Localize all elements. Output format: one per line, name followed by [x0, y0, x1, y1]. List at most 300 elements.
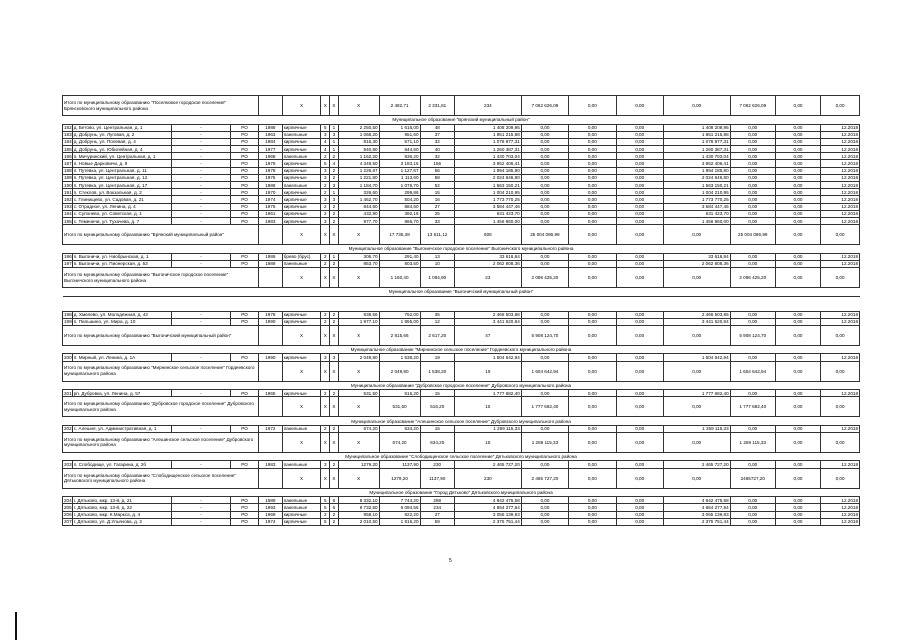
subtotal-cell: 1279,20 — [379, 468, 420, 488]
table-cell: 5 — [321, 504, 330, 511]
table-cell: РО — [231, 504, 259, 511]
table-cell: 3 — [321, 217, 330, 224]
table-cell: 299,86 — [379, 189, 420, 196]
table-cell: 0,00 — [775, 174, 820, 181]
table-cell: 195 — [64, 218, 72, 224]
table-cell: 1988 — [259, 182, 283, 189]
table-cell: 1 851 215,88 — [454, 131, 521, 138]
subtotal-cell: X — [321, 268, 330, 288]
table-cell: 1986 — [259, 253, 283, 260]
section-title: Муниципальное образование "Выгоничский муниципальный район" — [63, 288, 860, 297]
table-cell: 1 — [330, 189, 339, 196]
table-cell: РО — [231, 153, 259, 160]
table-cell: 1972 — [259, 425, 283, 432]
table-cell: 0,00 — [521, 138, 568, 145]
table-cell: 2 375 751,44 — [663, 518, 730, 525]
subtotal-cell: 2 465 727,20 — [521, 468, 568, 488]
table-cell — [259, 432, 283, 452]
subtotal-cell: 234 — [454, 96, 521, 116]
table-cell: 2 — [330, 174, 339, 181]
table-cell: - — [171, 153, 230, 160]
table-cell: 2 — [321, 182, 330, 189]
table-cell: с. Отрадное, ул. Ленина, д. 4 — [72, 203, 171, 210]
table-cell: 13 — [420, 253, 454, 260]
table-cell: 1989 — [259, 260, 283, 267]
table-cell: д. Добрунь, ул. Полевая, д. 4 — [72, 138, 171, 145]
section-header-row — [63, 452, 860, 461]
subtotal-cell: 2 049,80 — [379, 361, 420, 381]
table-cell — [259, 96, 283, 116]
table-cell: 0,00 — [775, 253, 820, 260]
subtotal-label: Итого по муниципальному образованию "Выгоничское городское поселение" Выгоничского муниципального района — [63, 268, 259, 288]
table-cell: 0,00 — [616, 146, 663, 153]
page-number: 5 — [449, 558, 452, 564]
table-cell: 12.2018 — [821, 354, 860, 361]
table-cell: 12.2018 — [821, 311, 860, 318]
subtotal-cell: X — [338, 96, 379, 116]
subtotal-cell: 0,00 — [821, 468, 860, 488]
table-cell: 1 226,67 — [338, 167, 379, 174]
table-cell: 3 — [321, 131, 330, 138]
table-cell: кирпичные — [282, 138, 321, 145]
table-cell: кирпичные — [282, 160, 321, 167]
table-cell: 674,20 — [338, 425, 379, 432]
table-cell: 2 — [321, 153, 330, 160]
table-cell: 0,00 — [775, 160, 820, 167]
subtotal-cell: X — [330, 397, 339, 417]
table-cell: 1 269 115,33 — [454, 425, 521, 432]
table-cell: 958,10 — [338, 511, 379, 518]
table-cell: 0,00 — [569, 461, 616, 468]
table-cell: РО — [231, 189, 259, 196]
table-row — [63, 311, 860, 318]
table-cell: 866,70 — [379, 217, 420, 224]
table-cell: - — [171, 124, 230, 131]
table-cell: 1969 — [259, 511, 283, 518]
table-cell: 0,00 — [775, 497, 820, 504]
table-cell: 2 — [330, 260, 339, 267]
subtotal-row — [63, 468, 860, 488]
table-cell: - — [171, 390, 230, 397]
table-cell: 432,90 — [338, 210, 379, 217]
table-cell: 12.2018 — [821, 260, 860, 267]
table-cell: РО — [231, 511, 259, 518]
table-cell: - — [171, 425, 230, 432]
subtotal-cell: X — [282, 325, 321, 345]
table-cell: п. Слободище, ул. Гагарина, д. 2б — [72, 461, 171, 468]
table-cell: 2 — [330, 217, 339, 224]
table-cell: 12.2018 — [821, 203, 860, 210]
table-cell: 0,00 — [616, 511, 663, 518]
table-cell: 1 955,00 — [379, 318, 420, 325]
table-cell: 12.2018 — [821, 196, 860, 203]
table-cell: 0,00 — [521, 153, 568, 160]
section-title: Муниципальное образование "Город Дятьково" Дятьковского муниципального района — [63, 488, 860, 497]
table-cell: 0,00 — [521, 124, 568, 131]
subtotal-cell: 0,00 — [569, 325, 616, 345]
table-cell: 0,00 — [730, 174, 775, 181]
table-cell: 197 — [64, 261, 72, 267]
table-cell: 1 538,20 — [379, 354, 420, 361]
table-cell: - — [171, 354, 230, 361]
table-cell: кирпичные — [282, 311, 321, 318]
table-cell: кирпичные — [282, 518, 321, 525]
table-cell: 0,00 — [569, 124, 616, 131]
table-cell: 3 — [330, 196, 339, 203]
table-cell: 0,00 — [521, 518, 568, 525]
table-cell: 2 466 503,86 — [663, 311, 730, 318]
table-cell: 19 — [420, 354, 454, 361]
table-cell: 12.2018 — [821, 138, 860, 145]
table-cell: 33 616,84 — [454, 253, 521, 260]
table-cell: 1 184,70 — [338, 182, 379, 189]
table-cell: 1 773 770,25 — [663, 196, 730, 203]
table-cell: - — [171, 210, 230, 217]
subtotal-cell: 0,00 — [663, 325, 730, 345]
table-cell: 0,00 — [616, 203, 663, 210]
table-cell: 2 024 646,80 — [454, 174, 521, 181]
table-cell: 202 — [64, 426, 72, 432]
table-cell: 291,40 — [379, 253, 420, 260]
subtotal-cell: X — [282, 397, 321, 417]
subtotal-cell: X — [330, 325, 339, 345]
table-cell — [259, 468, 283, 488]
table-cell: 571,10 — [379, 138, 420, 145]
table-cell: 940,80 — [338, 146, 379, 153]
table-cell: 0,00 — [616, 260, 663, 267]
table-cell: 1 076,70 — [379, 182, 420, 189]
table-cell: 190 — [64, 182, 72, 188]
table-cell: 0,00 — [775, 167, 820, 174]
table-cell: 0,00 — [521, 203, 568, 210]
table-cell: 2 — [330, 318, 339, 325]
table-cell: РО — [231, 182, 259, 189]
table-cell: 0,00 — [569, 217, 616, 224]
table-cell: 37 — [420, 131, 454, 138]
table-cell: - — [171, 174, 230, 181]
subtotal-cell: X — [338, 468, 379, 488]
table-cell: 189 — [64, 175, 72, 181]
table-cell: 1989 — [259, 497, 283, 504]
table-cell: 5 — [321, 160, 330, 167]
table-cell: 0,00 — [775, 511, 820, 518]
table-cell — [259, 361, 283, 381]
table-cell: 0,00 — [616, 461, 663, 468]
table-cell: 977,70 — [338, 217, 379, 224]
table-cell: 1974 — [259, 518, 283, 525]
table-cell: 0,00 — [616, 504, 663, 511]
table-cell: РО — [231, 497, 259, 504]
table-cell: 2 466 503,86 — [454, 311, 521, 318]
table-cell: 2 — [330, 425, 339, 432]
table-cell: 3 852 406,41 — [663, 160, 730, 167]
subtotal-cell: 25 004 086,99 — [730, 225, 775, 245]
table-cell: кирпичные — [282, 318, 321, 325]
table-cell: 59 — [420, 518, 454, 525]
subtotal-cell: X — [282, 96, 321, 116]
table-row — [63, 146, 860, 153]
table-cell: 1990 — [259, 354, 283, 361]
table-cell: РО — [231, 518, 259, 525]
table-cell: 0,00 — [730, 461, 775, 468]
table-cell: 0,00 — [775, 146, 820, 153]
table-cell: 0,00 — [730, 203, 775, 210]
subtotal-cell: 0,00 — [616, 397, 663, 417]
table-cell: 12.2018 — [821, 390, 860, 397]
table-cell: 1 851 215,88 — [663, 131, 730, 138]
table-cell: 0,00 — [521, 253, 568, 260]
table-cell: 198 — [64, 312, 72, 318]
table-cell: 12.2018 — [821, 518, 860, 525]
subtotal-row — [63, 325, 860, 345]
table-cell: 1963 — [259, 131, 283, 138]
table-cell: - — [171, 189, 230, 196]
table-cell: 2 — [330, 153, 339, 160]
subtotal-cell: 0,00 — [663, 432, 730, 452]
table-cell: 288 — [420, 497, 454, 504]
table-cell: 3 852 406,41 — [454, 160, 521, 167]
table-cell: 0,00 — [521, 354, 568, 361]
table-cell: 0,00 — [569, 153, 616, 160]
table-cell: 0,00 — [616, 518, 663, 525]
table-cell: 3 055 139,83 — [663, 511, 730, 518]
table-cell: 0,00 — [730, 138, 775, 145]
section-title: Муниципальное образование "Мирнинское сельское поселение" Гордеевского муниципального района — [63, 345, 860, 354]
table-cell: 12.2018 — [821, 124, 860, 131]
table-cell: 1 994 185,80 — [454, 167, 521, 174]
table-cell: 0,00 — [616, 153, 663, 160]
spacer-cell — [63, 296, 860, 311]
table-cell: 0,00 — [569, 189, 616, 196]
table-cell: 0,00 — [616, 196, 663, 203]
table-cell: 1 — [330, 146, 339, 153]
table-cell: 3 — [321, 461, 330, 468]
subtotal-cell: X — [282, 225, 321, 245]
table-cell: 0,00 — [616, 210, 663, 217]
table-cell: - — [171, 182, 230, 189]
table-cell: 0,00 — [569, 196, 616, 203]
table-cell: 1 604 642,94 — [663, 354, 730, 361]
table-cell: 2 250,50 — [338, 124, 379, 131]
table-cell: кирпичные — [282, 196, 321, 203]
table-cell: 0,00 — [616, 174, 663, 181]
table-cell: 0,00 — [521, 160, 568, 167]
table-row — [63, 167, 860, 174]
table-row — [63, 354, 860, 361]
table-cell: 6 — [330, 497, 339, 504]
table-cell: - — [171, 167, 230, 174]
subtotal-cell: X — [330, 468, 339, 488]
subtotal-cell: X — [338, 432, 379, 452]
table-cell: 2 — [321, 203, 330, 210]
table-cell: 0,00 — [569, 511, 616, 518]
subtotal-cell: 0,00 — [616, 468, 663, 488]
table-cell: 0,00 — [569, 311, 616, 318]
table-cell: кирпичные — [282, 203, 321, 210]
table-cell: 12.2018 — [821, 167, 860, 174]
subtotal-cell: 0,00 — [616, 225, 663, 245]
table-cell: кирпичные — [282, 189, 321, 196]
subtotal-cell: 2 815,66 — [379, 325, 420, 345]
table-cell: 0,00 — [616, 497, 663, 504]
subtotal-cell: 230 — [454, 468, 521, 488]
table-cell: 504,20 — [379, 196, 420, 203]
table-cell: кирпичные — [282, 210, 321, 217]
table-cell: 12.2018 — [821, 182, 860, 189]
table-cell: 186 — [64, 153, 72, 159]
table-cell: 183 — [64, 132, 72, 138]
table-cell: 2 — [321, 210, 330, 217]
table-cell: 0,00 — [730, 189, 775, 196]
table-cell: 0,00 — [775, 182, 820, 189]
table-cell: с. Алешня, ул. Административная, д. 1 — [72, 425, 171, 432]
subtotal-cell: X — [330, 96, 339, 116]
subtotal-cell: X — [282, 432, 321, 452]
table-cell: 40 — [420, 146, 454, 153]
table-cell: 12.2018 — [821, 146, 860, 153]
table-cell: РО — [231, 425, 259, 432]
table-cell: 0,00 — [616, 390, 663, 397]
table-cell: 0,00 — [730, 311, 775, 318]
subtotal-cell: 1137,90 — [420, 468, 454, 488]
table-cell: 230 — [420, 461, 454, 468]
table-cell: 0,00 — [616, 167, 663, 174]
table-cell: кирпичные — [282, 217, 321, 224]
subtotal-cell: 7 062 626,09 — [730, 96, 775, 116]
table-cell: - — [171, 461, 230, 468]
subtotal-cell: 2 482,71 — [379, 96, 420, 116]
table-row — [63, 461, 860, 468]
table-cell: 12.2018 — [821, 461, 860, 468]
table-cell: 844,60 — [338, 203, 379, 210]
table-cell: РО — [231, 461, 259, 468]
table-cell: 25 — [420, 210, 454, 217]
table-row — [63, 511, 860, 518]
table-cell: 684,60 — [379, 203, 420, 210]
table-cell: 0,00 — [521, 318, 568, 325]
table-cell: 196 — [64, 254, 72, 260]
table-cell: 6 — [330, 504, 339, 511]
table-cell — [259, 268, 283, 288]
table-cell: - — [171, 518, 230, 525]
table-cell: 1988 — [259, 124, 283, 131]
table-cell: 951,60 — [379, 131, 420, 138]
subtotal-cell: 0,00 — [775, 468, 820, 488]
table-cell: кирпичные — [282, 354, 321, 361]
table-cell: - — [171, 217, 230, 224]
table-cell: 12.2018 — [821, 210, 860, 217]
subtotal-cell: 634,20 — [420, 432, 454, 452]
table-cell: 2 062 808,36 — [663, 260, 730, 267]
table-cell: 2 — [321, 253, 330, 260]
table-cell: 0,00 — [775, 260, 820, 267]
subtotal-cell: 2 617,20 — [420, 325, 454, 345]
table-cell: 0,00 — [521, 196, 568, 203]
table-cell: 853,70 — [338, 260, 379, 267]
table-cell: 2 — [330, 511, 339, 518]
table-cell: 15 — [420, 189, 454, 196]
table-cell: 0,00 — [569, 167, 616, 174]
subtotal-cell: 2 331,81 — [420, 96, 454, 116]
subtotal-label: Итого по муниципальному образованию "Мирнинское сельское поселение" Гордеевского муниципального района — [63, 361, 259, 381]
subtotal-cell: X — [330, 361, 339, 381]
subtotal-row — [63, 96, 860, 116]
table-cell: РО — [231, 131, 259, 138]
table-cell: 0,00 — [775, 318, 820, 325]
table-row — [63, 124, 860, 131]
table-cell: - — [171, 260, 230, 267]
subtotal-cell: X — [321, 225, 330, 245]
table-row — [63, 390, 860, 397]
subtotal-cell: 2 096 425,20 — [521, 268, 568, 288]
table-cell: 182 — [64, 125, 72, 131]
table-row — [63, 504, 860, 511]
table-cell: 27 — [420, 511, 454, 518]
table-cell: п. Пильшино, ул. Мира, д. 10 — [72, 318, 171, 325]
table-cell: 1 616,00 — [379, 124, 420, 131]
table-cell: панельные — [282, 260, 321, 267]
table-cell: 4 — [330, 160, 339, 167]
table-cell: 12.2018 — [821, 511, 860, 518]
table-cell: 4 864 277,84 — [454, 504, 521, 511]
table-cell: 3 441 620,84 — [454, 318, 521, 325]
table-cell: 1 408 209,95 — [454, 124, 521, 131]
subtotal-cell: 0,00 — [569, 397, 616, 417]
table-cell: 0,00 — [569, 210, 616, 217]
table-cell: 1970 — [259, 189, 283, 196]
section-header-row — [63, 116, 860, 125]
subtotal-row — [63, 268, 860, 288]
subtotal-cell: 516,20 — [420, 397, 454, 417]
table-cell: 0,00 — [730, 182, 775, 189]
table-cell: 0,00 — [730, 260, 775, 267]
table-row — [63, 196, 860, 203]
table-cell: брево (брус) — [282, 253, 321, 260]
table-cell: 0,00 — [616, 354, 663, 361]
table-cell: 4 842 475,58 — [454, 497, 521, 504]
table-cell: 0,00 — [730, 253, 775, 260]
table-cell — [259, 397, 283, 417]
table-cell: 192 — [64, 196, 72, 202]
table-cell: 1 068,20 — [338, 131, 379, 138]
table-cell: 7 744,20 — [379, 497, 420, 504]
subtotal-label: Итого по муниципальному образованию "Алешинское сельское поселение" Дубровского муниципального района — [63, 432, 259, 452]
table-cell: 187 — [64, 161, 72, 167]
table-cell: панельные — [282, 131, 321, 138]
subtotal-cell: X — [338, 397, 379, 417]
table-cell: 205 — [64, 504, 72, 510]
table-cell: 2 — [330, 390, 339, 397]
subtotal-cell: 1 777 682,40 — [730, 397, 775, 417]
section-header-row — [63, 288, 860, 297]
subtotal-cell: 0,00 — [775, 325, 820, 345]
section-header-row — [63, 417, 860, 426]
subtotal-cell: 7 062 626,09 — [521, 96, 568, 116]
table-cell: РО — [231, 318, 259, 325]
table-cell: 531,50 — [338, 390, 379, 397]
table-cell: 12.2018 — [821, 153, 860, 160]
subtotal-label: Итого по муниципальному образованию "Поселковое городское поселение" Брянсковского муниципального района — [63, 96, 259, 116]
table-cell: 12 — [420, 318, 454, 325]
table-cell: 3 441 620,84 — [663, 318, 730, 325]
table-cell: 0,00 — [730, 131, 775, 138]
table-cell: 1976 — [259, 174, 283, 181]
table-cell: с. Глинищево, ул. Садовая, д. 21 — [72, 196, 171, 203]
subtotal-cell: X — [338, 361, 379, 381]
subtotal-cell: X — [321, 96, 330, 116]
table-body — [63, 96, 860, 526]
table-cell: 0,00 — [569, 131, 616, 138]
